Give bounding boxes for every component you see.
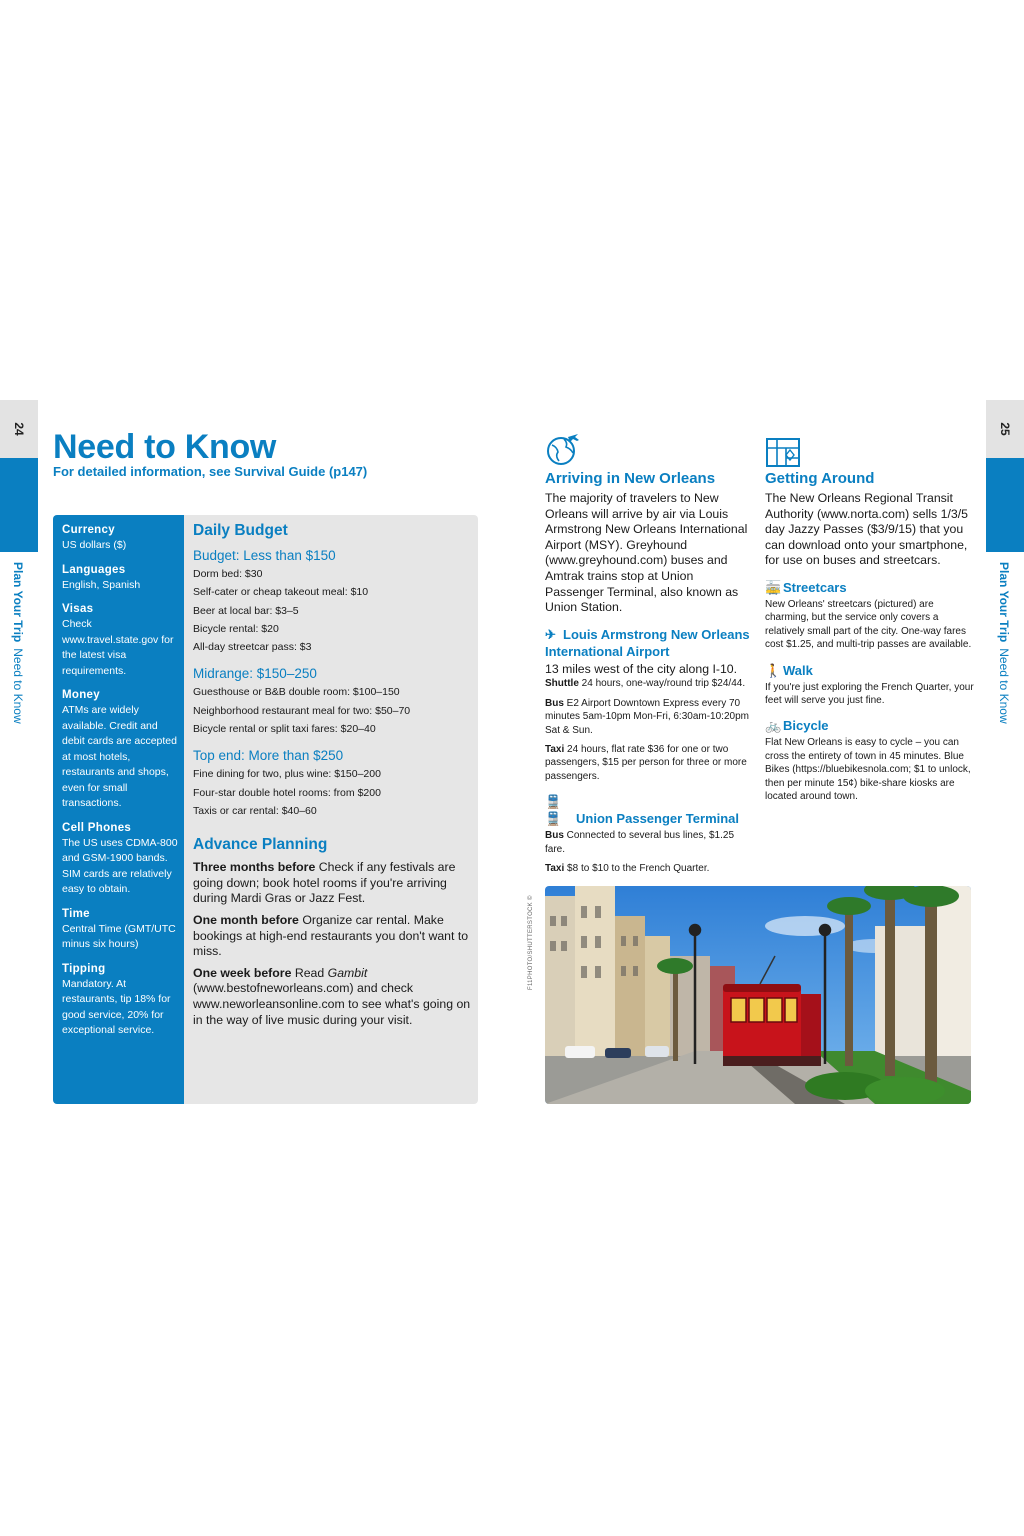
fact-heading: Money <box>62 689 100 701</box>
fact-visas <box>62 603 180 679</box>
fact-heading: Visas <box>62 603 94 615</box>
budget-item: Guesthouse or B&B double room: $100–150 <box>193 686 400 699</box>
side-section-label-right <box>986 562 1024 762</box>
planning-text: Organize car rental. Make bookings at high-end restaurants you don't want to miss. <box>193 913 469 959</box>
budget-item: Neighborhood restaurant meal for two: $50–70 <box>193 704 411 717</box>
fact-text: English, Spanish <box>62 578 141 591</box>
transport-text: $8 to $10 to the French Quarter. <box>564 863 710 874</box>
fact-time <box>62 908 180 953</box>
budget-item: Fine dining for two, plus wine: $150–200 <box>193 768 381 781</box>
walk-icon: 🚶 <box>765 662 782 678</box>
airport-taxi <box>545 743 755 783</box>
union-heading-text: Union Passenger Terminal <box>576 811 740 827</box>
bicycle-icon: 🚲 <box>765 718 782 734</box>
getting-around-column <box>765 470 975 809</box>
fact-text: Mandatory. At restaurants, tip 18% for good service, 20% for exceptional service. <box>62 977 171 1036</box>
airport-heading <box>545 626 755 660</box>
transport-label: Bus <box>545 697 564 709</box>
section-label: Need to Know <box>11 648 25 724</box>
airport-shuttle <box>545 677 755 690</box>
budget-item: Beer at local bar: $3–5 <box>193 604 299 617</box>
getting-around-intro: The New Orleans Regional Transit Authority (www.norta.com) sells 1/3/5 day Jazzy Passes ($3/9/15) that you can download onto your smartphone, for use on buses and streetcars. <box>765 491 968 568</box>
planning-item <box>193 860 471 907</box>
mode-heading-text: Streetcars <box>783 579 847 595</box>
arriving-column <box>545 470 755 881</box>
planning-text: Read <box>291 965 328 980</box>
planning-text: (www.bestofneworleans.com) and check www.neworleansonline.com to see what's going on in the way of live music during your visit. <box>193 981 471 1027</box>
page-title: Need to Know <box>53 428 277 466</box>
tram-icon: 🚋 <box>765 579 782 595</box>
page-number: 25 <box>998 422 1012 436</box>
transport-text: Connected to several bus lines, $1.25 fare. <box>545 830 735 855</box>
arriving-heading: Arriving in New Orleans <box>545 470 716 487</box>
bicycle-heading <box>765 717 975 734</box>
street-map-icon <box>766 436 802 468</box>
quick-facts-list <box>62 524 180 1049</box>
transport-text: 24 hours, flat rate $36 for one or two passengers, $15 per person for three or more passengers. <box>545 743 747 782</box>
page-number: 24 <box>12 422 26 436</box>
fact-text: Central Time (GMT/UTC minus six hours) <box>62 922 176 950</box>
fact-cell-phones <box>62 822 180 898</box>
section-label-bold: Plan Your Trip <box>11 562 25 643</box>
airport-distance: 13 miles west of the city along I-10. <box>545 661 738 676</box>
budget-item: All-day streetcar pass: $3 <box>193 641 312 654</box>
bicycle-text: Flat New Orleans is easy to cycle – you can cross the entirety of town in 45 minutes. Blue Bikes (https://bluebikesnola.com; $1 to unlock, then per minute 15¢) bike-share kiosks are located around town. <box>765 737 971 803</box>
budget-tier-title: Midrange: $150–250 <box>193 666 317 682</box>
transport-label: Taxi <box>545 863 565 874</box>
photo-credit: F11PHOTO/SHUTTERSTOCK © <box>528 895 534 990</box>
page-subtitle: For detailed information, see Survival Guide (p147) <box>53 464 368 479</box>
planning-item <box>193 913 471 960</box>
budget-tier-title: Budget: Less than $150 <box>193 548 336 563</box>
transport-label: Shuttle <box>545 678 579 690</box>
fact-tipping <box>62 963 180 1039</box>
fact-text: US dollars ($) <box>62 539 127 551</box>
fact-money <box>62 689 180 812</box>
daily-budget-heading: Daily Budget <box>193 522 288 539</box>
transport-label: Taxi <box>545 743 565 755</box>
walk-heading <box>765 662 975 679</box>
budget-item: Dorm bed: $30 <box>193 568 263 580</box>
union-taxi <box>545 862 755 875</box>
planning-lead: One month before <box>193 913 299 928</box>
streetcars-text: New Orleans' streetcars (pictured) are charming, but the service only covers a relatively small part of the city. One-way fares cost $1.25, and multi-trip passes are available. <box>765 598 972 651</box>
budget-item: Bicycle rental: $20 <box>193 622 279 635</box>
page-number-tab-right <box>986 400 1024 458</box>
airport-heading-text: Louis Armstrong New Orleans International Airport <box>545 626 750 659</box>
budget-content <box>193 522 471 1034</box>
airport-bus <box>545 697 755 737</box>
section-label-bold: Plan Your Trip <box>997 562 1011 643</box>
transport-label: Bus <box>545 830 564 842</box>
mode-heading-text: Walk <box>783 662 813 678</box>
budget-item: Taxis or car rental: $40–60 <box>193 804 317 817</box>
fact-heading: Cell Phones <box>62 821 132 834</box>
fact-heading: Time <box>62 907 90 920</box>
transport-text: E2 Airport Downtown Express every 70 minutes 5am-10pm Mon-Fri, 6:30am-10:20pm Sat & Sun. <box>545 697 749 736</box>
fact-heading: Languages <box>62 563 126 576</box>
getting-around-heading: Getting Around <box>765 470 875 487</box>
fact-languages <box>62 564 180 594</box>
budget-item: Self-cater or cheap takeout meal: $10 <box>193 586 369 599</box>
walk-text: If you're just exploring the French Quarter, your feet will serve you just fine. <box>765 681 974 706</box>
page-number-tab-left <box>0 400 38 458</box>
plane-icon: ✈ <box>545 626 556 642</box>
section-label: Need to Know <box>997 648 1011 724</box>
transport-text: 24 hours, one-way/round trip $24/44. <box>578 678 746 690</box>
planning-item <box>193 966 471 1028</box>
fact-text: ATMs are widely available. Credit and debit cards are accepted at most hotels, restaurants and shops, even for small transactions. <box>62 704 177 809</box>
union-bus <box>545 829 755 856</box>
fact-text: The US uses CDMA-800 and GSM-1900 bands. SIM cards are relatively easy to obtain. <box>62 836 178 895</box>
fact-heading: Currency <box>62 524 115 536</box>
budget-item: Four-star double hotel rooms: from $200 <box>193 786 381 799</box>
fact-text: Check www.travel.state.gov for the latest visa requirements. <box>62 618 174 677</box>
planning-italic: Gambit <box>327 965 368 980</box>
planning-text: Check if any festivals are going down; book hotel rooms if you're arriving during Mardi Gras or Jazz Fest. <box>193 860 456 906</box>
globe-plane-icon <box>546 431 582 467</box>
streetcar-photo <box>545 886 971 1104</box>
arriving-intro: The majority of travelers to New Orleans will arrive by air via Louis Armstrong New Orleans International Airport (MSY). Greyhound (www.greyhound.com) buses and Amtrak trains stop at Union Passenger Terminal, also known as Union Station. <box>545 491 748 615</box>
mode-heading-text: Bicycle <box>783 718 829 734</box>
streetcars-heading <box>765 579 975 596</box>
union-heading <box>545 793 755 827</box>
fact-currency <box>62 524 180 554</box>
side-color-bar-left <box>0 458 38 552</box>
side-section-label-left <box>0 562 38 762</box>
train-icon: 🚆🚆 <box>545 794 562 827</box>
fact-heading: Tipping <box>62 962 106 975</box>
planning-lead: One week before <box>193 965 292 980</box>
planning-lead: Three months before <box>193 860 316 875</box>
side-color-bar-right <box>986 458 1024 552</box>
budget-item: Bicycle rental or split taxi fares: $20–40 <box>193 723 376 736</box>
advance-planning-heading: Advance Planning <box>193 836 328 854</box>
budget-tier-title: Top end: More than $250 <box>193 748 344 764</box>
